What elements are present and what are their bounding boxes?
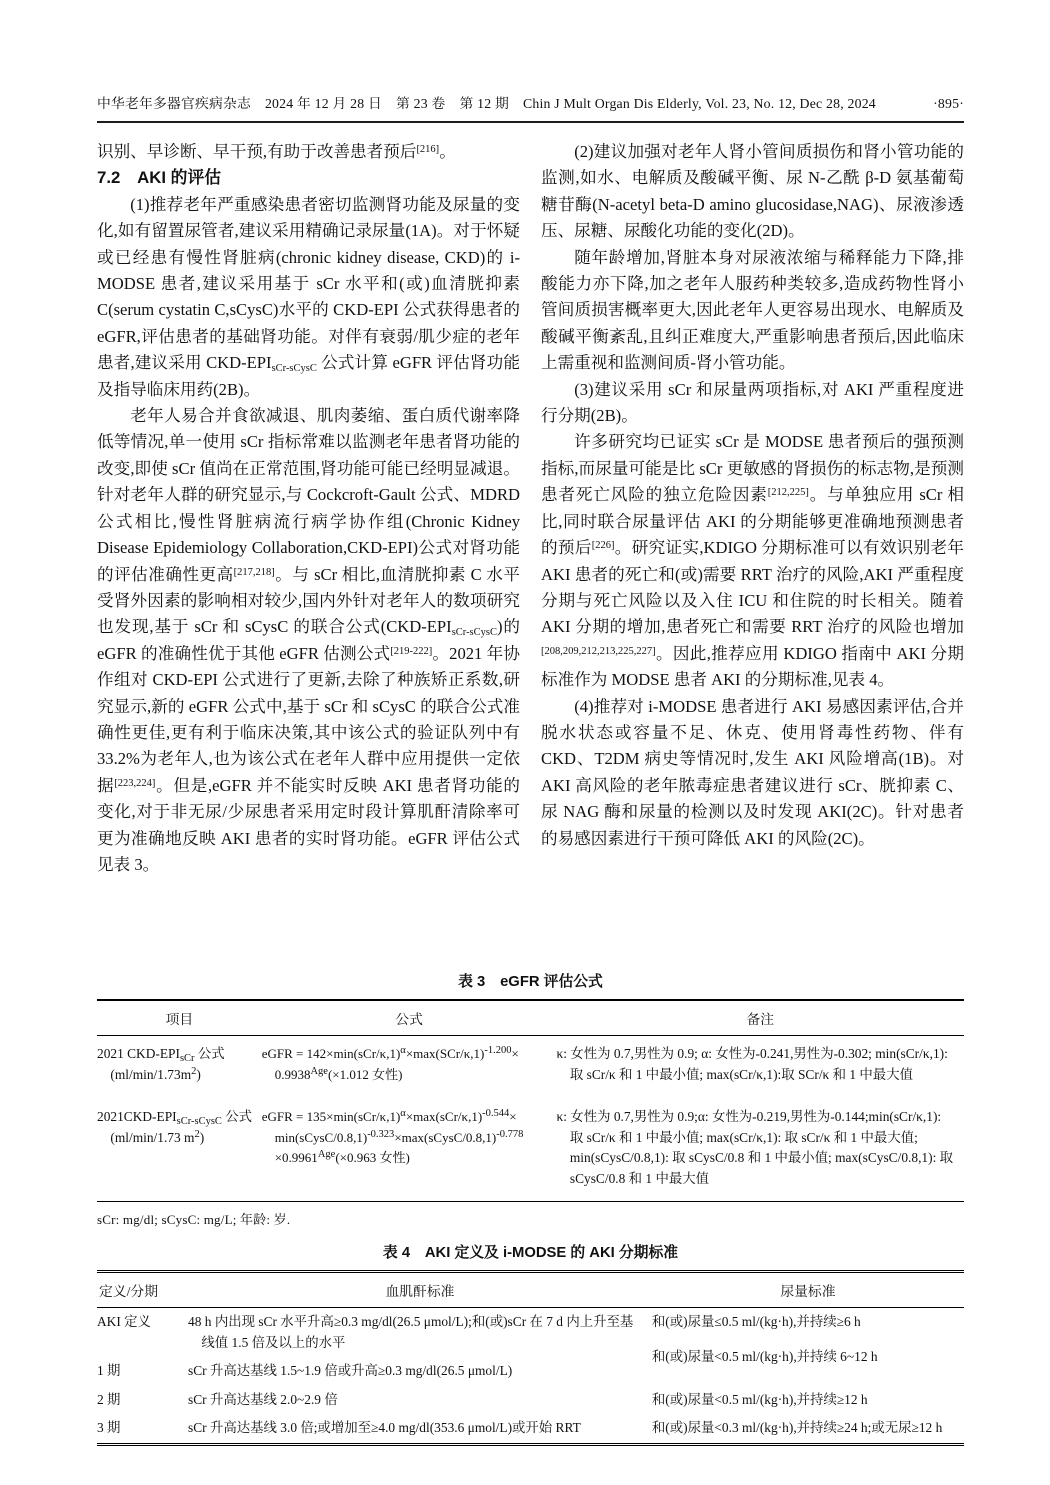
table4	[97, 1270, 964, 1446]
table4-header-row	[97, 1272, 964, 1308]
table4-cell-scr: sCr 升高达基线 2.0~2.9 倍	[188, 1391, 338, 1407]
table4-title: 表 4 AKI 定义及 i-MODSE 的 AKI 分期标准	[382, 1245, 679, 1261]
table4-row-stage3	[97, 1414, 964, 1444]
table3-header-formula: 公式	[395, 1012, 423, 1027]
table4-cell-stage: AKI 定义	[97, 1314, 151, 1329]
table3-cell-note: κ: 女性为 0.7,男性为 0.9;α: 女性为-0.219,男性为-0.144;min(sCr/κ,1): 取 sCr/κ 和 1 中最小值; max(sCr/κ,1): 取 sCr/κ 和 1 中最大值; min(sCysC/0.8,1): 取 sCysC/0.8 和 1 中最小值; max(sCysC/0.8,1): 取 sCysC/0.8 和 1 中最大值	[556, 1109, 954, 1186]
table3-section	[97, 970, 964, 1228]
table4-urine-definition: 和(或)尿量≤0.5 ml/(kg·h),并持续≥6 h	[651, 1314, 861, 1329]
paragraph-aging-kidney: 随年龄增加,肾脏本身对尿液浓缩与稀释能力下降,排酸能力亦下降,加之老年人服药种类较多,造成药物性肾小管间质损害概率更大,因此老年人更容易出现水、电解质及酸碱平衡紊乱,且纠正难度大,严重影响患者预后,因此临床上需重视和监测间质-肾小管功能。	[541, 247, 964, 373]
table4-row-stage2	[97, 1386, 964, 1415]
table3-row-ckd-epi-scr-scysc	[97, 1103, 964, 1202]
paragraph-staging-discussion: 许多研究均已证实 sCr 是 MODSE 患者预后的强预测指标,而尿量可能是比 sCr 更敏感的肾损伤的标志物,是预测患者死亡风险的独立危险因素[212,225]。与单独应用 sCr 相比,同时联合尿量评估 AKI 的分期能够更准确地预测患者的预后[226]。研究证实,KDIGO 分期标准可以有效识别老年 AKI 患者的死亡和(或)需要 RRT 治疗的风险,AKI 严重程度分期与死亡风险以及入住 ICU 和住院的时长相关。随着 AKI 分期的增加,患者死亡和需要 RRT 治疗的风险也增加[208,209,212,213,225,227]。因此,推荐应用 KDIGO 指南中 AKI 分期标准作为 MODSE 患者 AKI 的分期标准,见表 4。	[541, 432, 964, 690]
table4-cell-urine: 和(或)尿量<0.5 ml/(kg·h),并持续≥12 h	[651, 1391, 868, 1407]
table3	[97, 999, 964, 1202]
table3-cell-formula: eGFR = $142\times\min(sCr/\kappa,1)^\alpha\times\max(SCr/\kappa,1)^{-1.200}\times$ $0.9938^{Age}(\times 1.012$ 女性)	[261, 1045, 519, 1082]
paragraph-continuation: 识别、早诊断、早干预,有助于改善患者预后[216]。	[97, 142, 456, 161]
table4-cell-stage: 1 期	[97, 1363, 121, 1378]
table4-cell-urine-def-and-stage1	[652, 1308, 964, 1386]
table4-cell-urine: 和(或)尿量<0.3 ml/(kg·h),并持续≥24 h;或无尿≥12 h	[651, 1420, 943, 1435]
section-heading-7-2: 7.2 AKI 的评估	[97, 168, 222, 188]
paragraph-recommendation-3: (3)建议采用 sCr 和尿量两项指标,对 AKI 严重程度进行分期(2B)。	[541, 379, 964, 426]
table4-urine-stage1: 和(或)尿量<0.5 ml/(kg·h),并持续 6~12 h	[651, 1348, 878, 1364]
table3-cell-item: 2021 CKD-$EPI_{sCr}$ 公式 $(ml/\min/1.73m^2)$	[97, 1046, 225, 1082]
table4-cell-stage: 2 期	[97, 1391, 121, 1407]
page-number: ·895·	[933, 96, 964, 111]
journal-citation: 中华老年多器官疾病杂志 2024 年 12 月 28 日 第 23 卷 第 12 期 Chin J Mult Organ Dis Elderly, Vol. 23, No. 12, Dec 28, 2024	[97, 96, 876, 111]
paragraph-recommendation-1: (1)推荐老年严重感染患者密切监测肾功能及尿量的变化,如有留置尿管者,建议采用精确记录尿量(1A)。对于怀疑或已经患有慢性肾脏病(chronic kidney disease, CKD)的 i-MODSE 患者,建议采用基于 sCr 水平和(或)血清胱抑素 C(serum cystatin C,sCysC)水平的 CKD-EPI 公式获得患者的 eGFR,评估患者的基础肾功能。对伴有衰弱/肌少症的老年患者,建议采用 CKD-$EPI_{sCr-sCysC}$ 公式计算 eGFR 评估肾功能及指导临床用药(2B)。	[97, 194, 521, 399]
right-column	[541, 139, 964, 957]
paragraph-egfr-discussion: 老年人易合并食欲减退、肌肉萎缩、蛋白质代谢率降低等情况,单一使用 sCr 指标常难以监测老年患者肾功能的改变,即使 sCr 值尚在正常范围,肾功能可能已经明显减退。针对老年人群的研究显示,与 Cockcroft-Gault 公式、MDRD 公式相比,慢性肾脏病流行病学协作组(Chronic Kidney Disease Epidemiology Collaboration,CKD-EPI)公式对肾功能的评估准确性更高[217,218]。与 sCr 相比,血清胱抑素 C 水平受肾外因素的影响相对较少,国内外针对老年人的数项研究也发现,基于 sCr 和 sCysC 的联合公式$(CKD-EPI_{sCr-sCysC})$的 eGFR 的准确性优于其他 eGFR 估测公式[219-222]。2021 年协作组对 CKD-EPI 公式进行了更新,去除了种族矫正系数,研究显示,新的 eGFR 公式中,基于 sCr 和 sCysC 的联合公式准确性更佳,更有利于临床决策,其中该公式的验证队列中有 33.2%为老年人,也为该公式在老年人群中应用提供一定依据[223,224]。但是,eGFR 并不能实时反映 AKI 患者肾功能的变化,对于非无尿/少尿患者采用定时段计算肌酐清除率可更为准确地反映 AKI 患者的实时肾功能。eGFR 评估公式见表 3。	[97, 406, 520, 874]
table4-header-scr: 血肌酐标准	[385, 1284, 455, 1299]
table3-title: 表 3 eGFR 评估公式	[458, 974, 603, 990]
table4-section	[97, 1241, 964, 1446]
table3-header-note: 备注	[746, 1012, 775, 1027]
paragraph-recommendation-2: (2)建议加强对老年人肾小管间质损伤和肾小管功能的监测,如水、电解质及酸碱平衡、尿 N-乙酰 β-D 氨基葡萄糖苷酶(N-acetyl beta-D amino glucosidase,NAG)、尿液渗透压、尿糖、尿酸化功能的变化(2D)。	[541, 142, 964, 241]
table4-cell-scr: sCr 升高达基线 1.5~1.9 倍或升高≥0.3 mg/dl(26.5 μmol/L)	[188, 1363, 513, 1378]
page-header	[97, 92, 964, 123]
table3-cell-formula: eGFR = $135\times\min(sCr/\kappa,1)^\alpha\times\max(sCr/\kappa,1)^{-0.544}\times$ min(sCysC/0.8,1)$^{-0.323}$×max(sCysC/0.8,1)$^{-0.778}$ $\times 0.9961^{Age}(\times 0.963$ 女性)	[261, 1108, 524, 1165]
article-body	[97, 139, 964, 957]
table3-header-row	[97, 1000, 964, 1036]
table4-row-definition	[97, 1308, 964, 1358]
table4-header-urine: 尿量标准	[780, 1284, 836, 1299]
table4-header-stage: 定义/分期	[99, 1284, 159, 1299]
left-column	[97, 139, 520, 957]
table4-cell-scr: sCr 升高达基线 3.0 倍;或增加至≥4.0 mg/dl(353.6 μmol/L)或开始 RRT	[188, 1420, 581, 1435]
table3-cell-item: $2021CKD-EPI_{sCr-sCysC}$ 公式 (ml/min/1.73 $m^2$)	[97, 1109, 253, 1145]
table3-row-ckd-epi-scr	[97, 1036, 964, 1104]
table3-cell-note: κ: 女性为 0.7,男性为 0.9; α: 女性为-0.241,男性为-0.302; min(sCr/κ,1): 取 sCr/κ 和 1 中最小值; max(sCr/κ,1):取 SCr/κ 和 1 中最大值	[556, 1046, 948, 1082]
table4-cell-scr: 48 h 内出现 sCr 水平升高≥0.3 mg/dl(26.5 μmol/L);和(或)sCr 在 7 d 内上升至基线值 1.5 倍及以上的水平	[188, 1314, 634, 1350]
table3-footnote: sCr: mg/dl; sCysC: mg/L; 年龄: 岁.	[97, 1212, 291, 1227]
table3-header-item: 项目	[165, 1012, 194, 1027]
paragraph-recommendation-4: (4)推荐对 i-MODSE 患者进行 AKI 易感因素评估,合并脱水状态或容量不足、休克、使用肾毒性药物、伴有 CKD、T2DM 病史等情况时,发生 AKI 风险增高(1B)。对 AKI 高风险的老年脓毒症患者建议进行 sCr、胱抑素 C、尿 NAG 酶和尿量的检测以及时发现 AKI(2C)。针对患者的易感因素进行干预可降低 AKI 的风险(2C)。	[541, 696, 964, 848]
table4-cell-stage: 3 期	[97, 1420, 121, 1435]
